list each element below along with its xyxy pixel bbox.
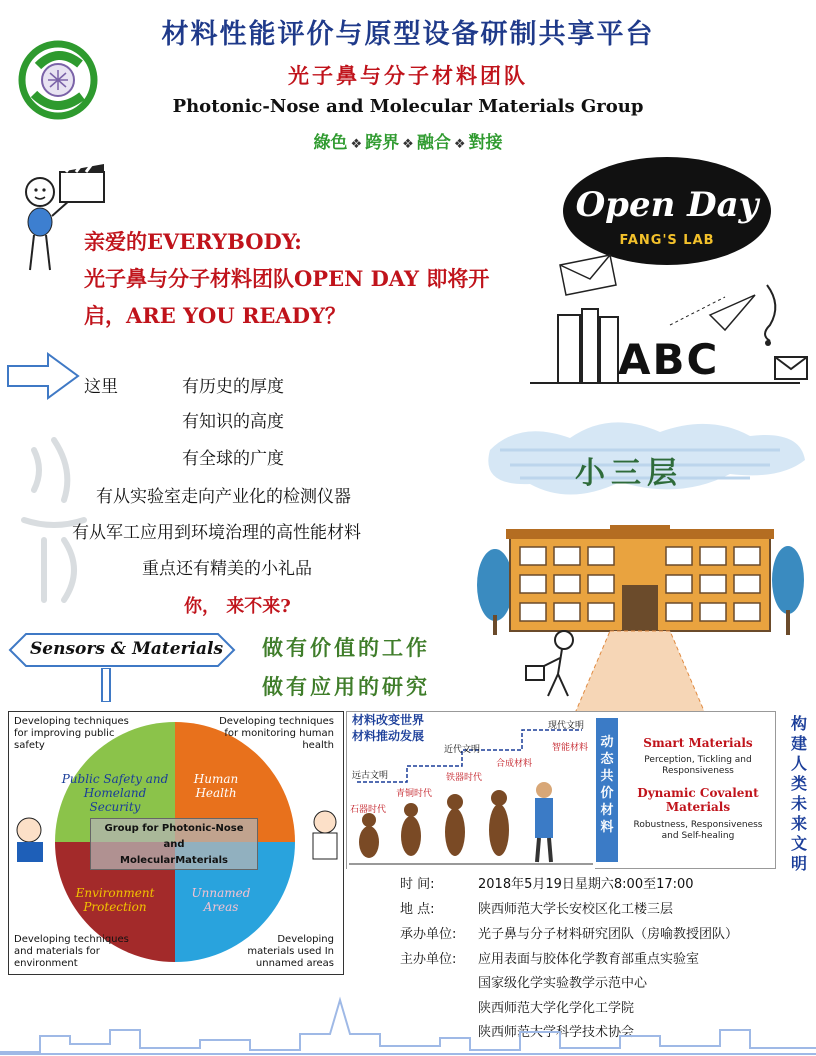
info-organizer: 陕西师范大学化学化工学院 xyxy=(478,1001,635,1016)
arrow-right-icon xyxy=(4,350,82,402)
feature-intro: 这里 xyxy=(84,377,118,397)
greeting-line-1: 亲爱的EVERYBODY: xyxy=(84,229,302,254)
dcm-title: Dynamic Covalent Materials xyxy=(637,786,759,814)
age-label: 智能材料 xyxy=(552,743,589,753)
info-key: 主办单位: xyxy=(400,952,457,967)
slogan-word: 融合 xyxy=(416,133,451,153)
signpost-icon xyxy=(96,668,116,702)
info-value: 2018年5月19日星期六8:00至17:00 xyxy=(478,877,694,892)
feature-item: 有知识的高度 xyxy=(182,412,284,432)
age-label: 青铜时代 xyxy=(396,789,433,799)
evolution-title xyxy=(352,712,424,744)
feature-item: 有从军工应用到环境治理的高性能材料 xyxy=(72,523,361,543)
quadrant-label: Developing techniques for improving public safety xyxy=(14,716,129,751)
future-civilization-text: 构 建 人 类 未 来 文 明 xyxy=(790,714,807,873)
smart-materials-desc: Perception, Tickling and Responsiveness xyxy=(644,755,752,776)
slogan-word: 綠色 xyxy=(313,133,348,153)
quadrant-area: Unnamed Areas xyxy=(191,886,251,914)
info-value: 陕西师范大学长安校区化工楼三层 xyxy=(478,902,674,917)
dcm-desc: Robustness, Responsiveness and Self-healing xyxy=(633,820,763,841)
info-organizer: 陕西师范大学科学技术协会 xyxy=(478,1025,635,1040)
quadrant-label: Developing techniques for monitoring human health xyxy=(219,716,334,751)
info-key: 地 点: xyxy=(400,902,435,917)
stick-figure-icon xyxy=(520,628,590,700)
slogan-applied-research: 做有应用的研究 xyxy=(262,675,430,699)
info-organizer xyxy=(400,952,699,968)
era-label: 现代文明 xyxy=(548,721,585,731)
sensors-label: Sensors & Materials xyxy=(30,639,224,659)
city-skyline xyxy=(0,990,816,1056)
cartoon-clapboard-icon xyxy=(18,160,108,280)
quadrant-area: Human Health xyxy=(193,772,239,800)
info-key: 时 间: xyxy=(400,877,435,892)
slogan-word: 對接 xyxy=(468,133,503,153)
lab-name: FANG'S LAB xyxy=(619,233,715,248)
info-value: 光子鼻与分子材料研究团队（房喻教授团队） xyxy=(478,927,739,942)
page-title: 材料性能评价与原型设备研制共享平台 xyxy=(161,19,655,50)
quadrant-label: Developing techniques and materials for environment xyxy=(14,934,129,969)
info-place xyxy=(400,902,673,918)
center-line: MolecularMaterials xyxy=(120,855,228,866)
group-center-label xyxy=(90,818,258,870)
slogan-valuable-work: 做有价值的工作 xyxy=(262,636,430,660)
info-key: 承办单位: xyxy=(400,927,457,942)
slogan xyxy=(0,128,816,153)
evolution-title-line: 材料改变世界 xyxy=(352,713,425,727)
openday-title: Open Day xyxy=(575,185,759,225)
age-label: 石器时代 xyxy=(350,805,387,815)
feature-item: 有从实验室走向产业化的检测仪器 xyxy=(96,487,351,507)
quadrant-area: Environment Protection xyxy=(75,886,155,914)
feature-item: 有历史的厚度 xyxy=(182,377,284,397)
evolution-title-line: 材料推动发展 xyxy=(352,729,425,743)
dynamic-materials-label: 动 态 共 价 材 料 xyxy=(600,735,614,835)
diamond-icon: ❖ xyxy=(402,137,414,152)
info-value: 应用表面与胶体化学教育部重点实验室 xyxy=(478,952,700,967)
greeting-line-3: 启，ARE YOU READY？ xyxy=(84,303,346,328)
center-line: and xyxy=(163,839,185,850)
info-host xyxy=(400,927,738,943)
greeting-line-2: 光子鼻与分子材料团队OPEN DAY 即将开 xyxy=(84,266,490,291)
age-label: 铁器时代 xyxy=(446,773,483,783)
group-name-en: Photonic-Nose and Molecular Materials Group xyxy=(172,96,644,117)
era-label: 近代文明 xyxy=(444,745,481,755)
info-organizer: 国家级化学实验教学示范中心 xyxy=(478,976,648,991)
era-label: 远古文明 xyxy=(352,771,389,781)
diamond-icon: ❖ xyxy=(350,137,363,152)
age-label: 合成材料 xyxy=(496,759,533,769)
quadrant-label: Developing materials used In unnamed areas xyxy=(247,934,334,969)
quadrant-area: Public Safety and Homeland Security xyxy=(61,772,169,814)
smart-materials-title: Smart Materials xyxy=(643,736,753,750)
building-title: 小三层 xyxy=(575,456,683,491)
feature-item: 重点还有精美的小礼品 xyxy=(142,559,312,579)
group-name-cn: 光子鼻与分子材料团队 xyxy=(288,64,528,88)
feature-item: 有全球的广度 xyxy=(182,449,284,469)
diamond-icon: ❖ xyxy=(453,137,466,152)
center-line: Group for Photonic-Nose xyxy=(104,823,244,834)
abc-text: ABC xyxy=(618,335,720,384)
info-time xyxy=(400,877,694,893)
invitation-call: 你， 来不来? xyxy=(184,596,291,617)
slogan-word: 跨界 xyxy=(365,133,400,153)
